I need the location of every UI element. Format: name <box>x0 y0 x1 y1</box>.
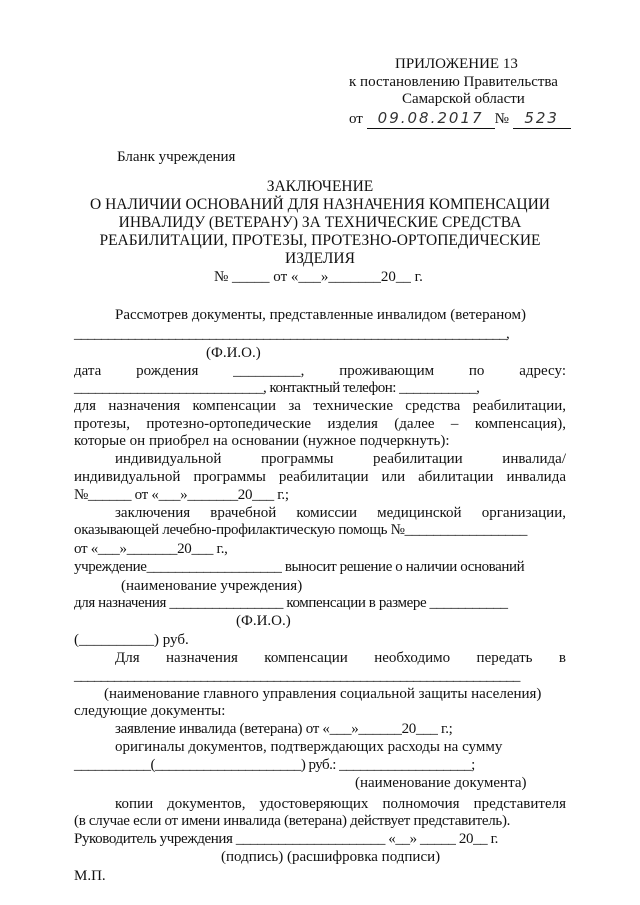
fio-caption: (Ф.И.О.) <box>206 345 261 361</box>
title-line-3: ИНВАЛИДУ (ВЕТЕРАНУ) ЗА ТЕХНИЧЕСКИЕ СРЕДСТВА <box>118 214 522 231</box>
handwritten-number: 523 <box>524 109 559 127</box>
text-line: дата рождения _________, проживающим по адресу: <box>74 363 566 379</box>
text-line: ___________________________, контактный телефон: ___________, <box>74 380 480 396</box>
text-line: оригиналы документов, подтверждающих расходы на сумму <box>115 739 503 755</box>
text-line: учреждение___________________ выносит решение о наличии оснований <box>74 559 525 575</box>
text-line: заключения врачебной комиссии медицинской организации, <box>115 505 566 521</box>
text-line: для назначения компенсации за технические средства реабилитации, <box>74 398 566 414</box>
text-line: Рассмотрев документы, представленные инвалидом (ветераном) <box>115 307 526 323</box>
text-line: для назначения ________________ компенсации в размере ___________ <box>74 595 508 611</box>
title-line-1: ЗАКЛЮЧЕНИЕ <box>266 178 374 195</box>
text-line: от «___»_______20___ г., <box>74 541 228 557</box>
text-line: оказывающей лечебно-профилактическую помощь №_________________ <box>74 522 528 538</box>
authority-caption: (наименование главного управления социальной защиты населения) <box>104 686 542 702</box>
date-prefix: от <box>349 111 363 127</box>
stamp-label: М.П. <box>74 868 106 884</box>
title-line-2: О НАЛИЧИИ ОСНОВАНИЙ ДЛЯ НАЗНАЧЕНИЯ КОМПЕНСАЦИИ <box>90 196 550 213</box>
text-line: которые он приобрел на основании (нужное подчеркнуть): <box>74 433 450 449</box>
text-line: копии документов, удостоверяющих полномочия представителя <box>115 796 566 812</box>
fio-caption: (Ф.И.О.) <box>236 613 291 629</box>
number-sign: № <box>494 111 509 127</box>
text-line: индивидуальной программы реабилитации или абилитации инвалида <box>74 469 566 485</box>
signature-caption: (подпись) (расшифровка подписи) <box>221 849 441 865</box>
text-line: Для назначения компенсации необходимо передать в <box>115 650 566 666</box>
region-label: Самарской области <box>402 91 525 107</box>
institution-caption: (наименование учреждения) <box>121 578 303 594</box>
text-line: №______ от «___»_______20___ г.; <box>74 487 289 503</box>
appendix-label: ПРИЛОЖЕНИЕ 13 <box>395 56 518 72</box>
form-blank-label: Бланк учреждения <box>117 149 236 165</box>
title-line-5: ИЗДЕЛИЯ <box>285 250 355 267</box>
resolution-label: к постановлению Правительства <box>349 74 558 90</box>
text-line: следующие документы: <box>74 703 226 719</box>
title-number-line: № _____ от «___»_______20__ г. <box>214 269 423 285</box>
text-line: индивидуальной программы реабилитации инвалида/ <box>115 451 566 467</box>
resolution-date-line <box>349 110 571 129</box>
text-line: протезы, протезно-ортопедические изделия (далее – компенсация), <box>74 416 566 432</box>
title-line-4: РЕАБИЛИТАЦИИ, ПРОТЕЗЫ, ПРОТЕЗНО-ОРТОПЕДИЧЕСКИЕ <box>99 232 541 249</box>
text-line: Руководитель учреждения _____________________ «__» _____ 20__ г. <box>74 831 499 847</box>
document-caption: (наименование документа) <box>355 775 527 791</box>
fio-blank-line: ________________________________________________________________, <box>74 326 509 342</box>
text-line: (__________) руб. <box>74 632 189 648</box>
text-line: заявление инвалида (ветерана) от «___»______20___ г.; <box>115 721 453 737</box>
blank-line: ___________________________________________________________________ <box>74 668 520 684</box>
handwritten-date: 09.08.2017 <box>377 109 484 127</box>
text-line: (в случае если от имени инвалида (ветерана) действует представитель). <box>74 813 511 829</box>
text-line: ___________(_____________________) руб.: ___________________; <box>74 757 475 773</box>
